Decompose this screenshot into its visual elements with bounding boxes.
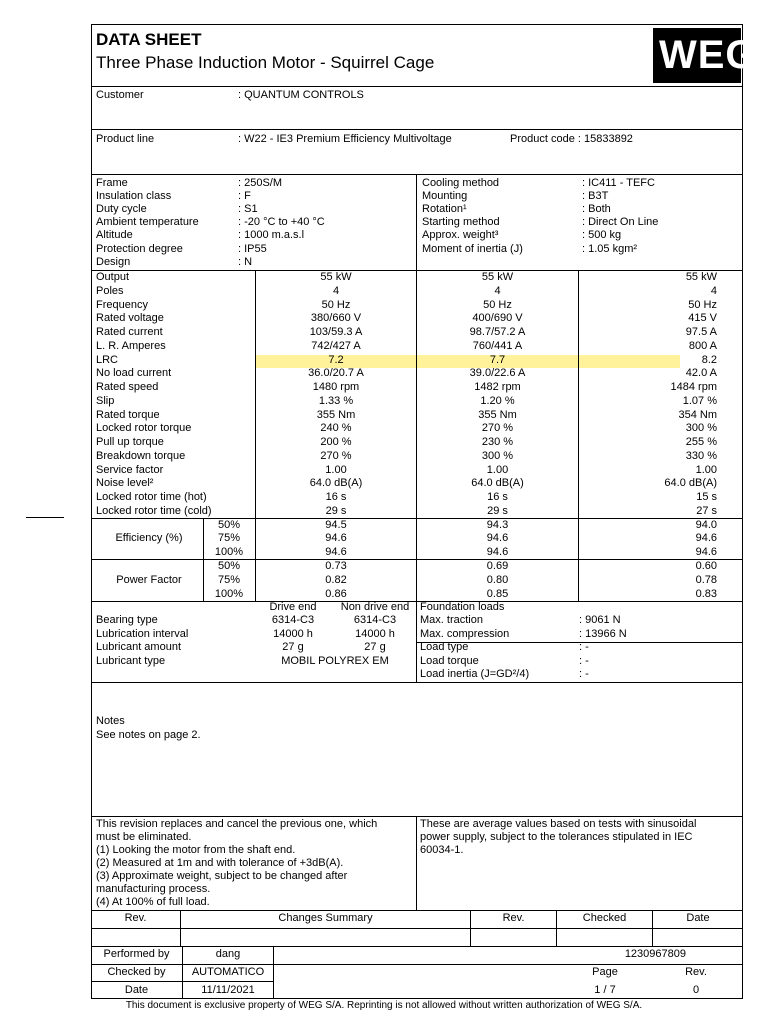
- performance-value: 4: [710, 284, 717, 297]
- load-label: Load inertia (J=GD²/4): [420, 668, 530, 680]
- performance-value: 64.0 dB(A): [471, 477, 524, 490]
- date-header: Date: [686, 912, 710, 924]
- performance-label: Breakdown torque: [96, 449, 186, 462]
- divider: [91, 946, 743, 947]
- performance-value: 354 Nm: [678, 408, 717, 421]
- bearing-label: Lubricant amount: [96, 641, 181, 653]
- divider: [91, 129, 743, 130]
- performance-value: 300 %: [481, 449, 514, 462]
- average-values-line: 60034-1.: [420, 844, 464, 856]
- page-value: 1 / 7: [594, 984, 616, 996]
- bearing-drive-end: 27 g: [282, 641, 304, 653]
- performance-value: 29 s: [325, 504, 347, 517]
- performance-label: Locked rotor torque: [96, 422, 192, 435]
- performance-value: 1.00: [486, 463, 509, 476]
- performance-value: 55 kW: [685, 271, 717, 283]
- spec-label: Mounting: [422, 190, 468, 203]
- performance-value: 1484 rpm: [670, 381, 717, 393]
- performance-value: 300 %: [685, 422, 717, 435]
- power_factor-value: 0.82: [325, 573, 347, 586]
- document-number: 1230967809: [624, 948, 686, 960]
- divider: [91, 682, 743, 683]
- efficiency-label: Efficiency (%): [115, 532, 183, 544]
- bearing-label: Bearing type: [96, 614, 158, 626]
- efficiency-value: 94.6: [325, 532, 347, 545]
- revision-line: (2) Measured at 1m and with tolerance of +3dB(A).: [96, 857, 344, 869]
- bearing-label: Lubrication interval: [96, 627, 189, 640]
- performance-value: 240 %: [320, 422, 352, 435]
- load-label: Load torque: [420, 654, 479, 667]
- divider: [91, 816, 743, 817]
- spec-value: : B3T: [582, 190, 609, 203]
- performance-value: 1.07 %: [682, 394, 717, 407]
- document-title: DATA SHEET: [96, 30, 202, 49]
- revision-line: (1) Looking the motor from the shaft end.: [96, 844, 296, 856]
- divider: [91, 910, 743, 911]
- performance-value: 64.0 dB(A): [664, 477, 717, 490]
- checked-by-value: AUTOMATICO: [191, 966, 265, 978]
- performance-value: 1.00: [325, 463, 347, 476]
- performance-value: 97.5 A: [685, 326, 717, 338]
- checked-by-label: Checked by: [107, 966, 166, 978]
- divider: [91, 86, 743, 87]
- performance-label: Service factor: [96, 463, 164, 476]
- date-label: Date: [124, 984, 149, 996]
- changes-summary-header: Changes Summary: [278, 912, 373, 924]
- spec-value: : Direct On Line: [582, 216, 659, 229]
- performance-value: 98.7/57.2 A: [469, 326, 526, 338]
- customer-label: Customer: [96, 89, 144, 101]
- bearing-drive-end: 6314-C3: [271, 614, 315, 626]
- performance-value: 355 Nm: [478, 408, 517, 421]
- divider: [416, 174, 417, 270]
- efficiency-value: 94.6: [486, 546, 509, 558]
- checked-header: Checked: [582, 912, 627, 924]
- power_factor-value: 0.85: [486, 587, 509, 600]
- bearing-non-drive-end: 27 g: [364, 641, 386, 653]
- efficiency-value: 94.6: [486, 532, 509, 545]
- product-code: Product code : 15833892: [510, 133, 633, 145]
- rev-value: 0: [692, 984, 700, 996]
- performance-label: LRC: [96, 353, 119, 366]
- performance-value: 55 kW: [320, 271, 352, 283]
- power_factor-value: 0.78: [695, 573, 717, 586]
- load-percent: 50%: [217, 518, 241, 531]
- performance-value: 55 kW: [481, 271, 514, 283]
- performance-label: Locked rotor time (hot): [96, 491, 207, 503]
- performance-label: No load current: [96, 367, 172, 380]
- performance-value: 1.33 %: [318, 394, 354, 407]
- load-label: Load type: [420, 641, 469, 653]
- average-values-line: These are average values based on tests with sinusoidal: [420, 818, 697, 830]
- spec-label: Approx. weight³: [422, 229, 499, 242]
- divider: [91, 981, 273, 982]
- performance-label: Rated current: [96, 326, 163, 338]
- weg-logo: [653, 28, 758, 83]
- performance-value: 415 V: [688, 312, 717, 325]
- performance-value: 380/660 V: [310, 312, 362, 325]
- spec-label: Cooling method: [422, 177, 500, 189]
- spec-label: Insulation class: [96, 190, 172, 203]
- product-line-value: : W22 - IE3 Premium Efficiency Multivoltage: [238, 133, 452, 145]
- power_factor-value: 0.86: [325, 587, 347, 600]
- spec-value: : 500 kg: [582, 229, 622, 242]
- performance-value: 1482 rpm: [474, 381, 521, 393]
- performance-value: 50 Hz: [688, 298, 717, 311]
- foundation-value: : 13966 N: [579, 627, 627, 640]
- divider: [91, 928, 743, 929]
- performance-value: 27 s: [696, 504, 717, 517]
- date-value: 11/11/2021: [201, 984, 255, 996]
- performance-value: 270 %: [320, 449, 352, 462]
- performance-value: 50 Hz: [321, 298, 351, 311]
- performance-value: 42.0 A: [685, 367, 717, 380]
- page-label: Page: [592, 966, 618, 978]
- spec-value: : 1000 m.a.s.l: [238, 229, 305, 242]
- bearing-non-drive-end: 6314-C3: [353, 614, 397, 626]
- power_factor-value: 0.80: [486, 573, 509, 586]
- revision-line: (3) Approximate weight, subject to be changed after: [96, 870, 348, 882]
- performance-value: 15 s: [696, 491, 717, 503]
- performance-label: Poles: [96, 284, 124, 297]
- notes-text: See notes on page 2.: [96, 729, 201, 741]
- performance-value: 7.2: [328, 353, 344, 366]
- foundation-label: Max. traction: [420, 614, 483, 626]
- performance-label: Noise level²: [96, 477, 154, 490]
- performance-value: 64.0 dB(A): [309, 477, 363, 490]
- performance-value: 270 %: [481, 422, 514, 435]
- performance-value: 29 s: [487, 504, 508, 517]
- performance-value: 1.00: [695, 463, 717, 476]
- efficiency-value: 94.5: [325, 518, 347, 531]
- product-line-label: Product line: [96, 133, 155, 145]
- spec-value: : F: [238, 190, 251, 203]
- spec-value: : S1: [238, 203, 258, 216]
- performance-value: 4: [494, 284, 501, 297]
- spec-label: Ambient temperature: [96, 216, 199, 229]
- spec-value: : -20 °C to +40 °C: [238, 216, 325, 229]
- lubricant-type-value: MOBIL POLYREX EM: [281, 655, 389, 667]
- performance-value: 200 %: [320, 436, 352, 448]
- divider: [91, 174, 743, 175]
- performance-value: 36.0/20.7 A: [308, 367, 364, 380]
- load-value: : -: [579, 668, 589, 680]
- performance-label: Output: [96, 271, 130, 283]
- performed-by-label: Performed by: [103, 948, 170, 960]
- document-subtitle: Three Phase Induction Motor - Squirrel Cage: [96, 53, 435, 72]
- notes-title: Notes: [96, 715, 125, 727]
- power_factor-value: 0.73: [325, 560, 347, 572]
- spec-value: : N: [238, 255, 253, 268]
- drive-end-header: Drive end: [269, 601, 317, 613]
- load-percent: 75%: [217, 573, 241, 586]
- power-factor-label: Power Factor: [116, 574, 182, 586]
- performance-label: Frequency: [96, 298, 148, 311]
- efficiency-value: 94.3: [486, 518, 509, 531]
- performance-label: Rated torque: [96, 408, 160, 421]
- power_factor-value: 0.69: [486, 560, 509, 572]
- foundation-label: Max. compression: [420, 627, 510, 640]
- performance-value: 8.2: [701, 353, 717, 366]
- performance-label: Slip: [96, 394, 115, 407]
- performed-by-value: dang: [215, 948, 241, 960]
- spec-value: : 1.05 kgm²: [582, 242, 638, 255]
- performance-label: Rated speed: [96, 381, 159, 393]
- spec-value: : IC411 - TEFC: [582, 177, 655, 189]
- performance-value: 50 Hz: [483, 298, 512, 311]
- performance-value: 800 A: [688, 339, 717, 352]
- performance-value: 230 %: [481, 436, 514, 448]
- performance-value: 355 Nm: [316, 408, 356, 421]
- efficiency-value: 94.6: [695, 532, 717, 545]
- load-value: : -: [579, 654, 589, 667]
- divider: [91, 601, 743, 602]
- performance-value: 7.7: [489, 353, 506, 366]
- spec-value: : Both: [582, 203, 611, 216]
- rev-header: Rev.: [124, 912, 147, 924]
- spec-label: Frame: [96, 177, 128, 189]
- load-percent: 100%: [214, 587, 244, 600]
- power_factor-value: 0.83: [695, 587, 717, 600]
- performance-label: Pull up torque: [96, 436, 164, 448]
- efficiency-value: 94.0: [695, 518, 717, 531]
- load-percent: 50%: [217, 560, 241, 572]
- divider: [273, 946, 274, 999]
- revision-line: This revision replaces and cancel the previous one, which: [96, 818, 378, 830]
- performance-label: Rated voltage: [96, 312, 164, 325]
- spec-label: Design: [96, 255, 131, 268]
- bearing-non-drive-end: 14000 h: [355, 627, 395, 640]
- efficiency-value: 94.6: [695, 546, 717, 558]
- performance-label: L. R. Amperes: [96, 339, 166, 352]
- load-percent: 100%: [214, 546, 244, 558]
- performance-value: 255 %: [685, 436, 717, 448]
- performance-value: 16 s: [325, 491, 347, 503]
- spec-label: Duty cycle: [96, 203, 147, 216]
- margin-mark: [26, 517, 64, 518]
- performance-label: Locked rotor time (cold): [96, 504, 212, 517]
- customer-value: : QUANTUM CONTROLS: [238, 89, 364, 101]
- performance-value: 742/427 A: [311, 339, 361, 352]
- spec-label: Starting method: [422, 216, 500, 229]
- performance-value: 4: [332, 284, 340, 297]
- logo-text: WEG: [659, 33, 758, 77]
- lubricant-type-label: Lubricant type: [96, 655, 166, 667]
- performance-value: 760/441 A: [472, 339, 523, 352]
- performance-value: 103/59.3 A: [309, 326, 363, 338]
- load-value: : -: [579, 641, 589, 653]
- performance-value: 400/690 V: [472, 312, 523, 325]
- average-values-line: power supply, subject to the tolerances stipulated in IEC: [420, 831, 693, 843]
- performance-value: 1480 rpm: [312, 381, 360, 393]
- footer-notice: This document is exclusive property of WEG S/A. Reprinting is not allowed without written authorization of WEG S/A.: [125, 1000, 643, 1011]
- spec-label: Moment of inertia (J): [422, 242, 523, 255]
- rev-label: Rev.: [685, 966, 707, 978]
- revision-line: manufacturing process.: [96, 883, 211, 895]
- load-percent: 75%: [217, 532, 241, 545]
- efficiency-value: 94.6: [325, 546, 347, 558]
- divider: [91, 964, 273, 965]
- divider: [416, 816, 417, 910]
- bearing-drive-end: 14000 h: [273, 627, 313, 640]
- performance-value: 39.0/22.6 A: [469, 367, 526, 380]
- non-drive-end-header: Non drive end: [340, 601, 410, 613]
- foundation-value: : 9061 N: [579, 614, 621, 626]
- spec-label: Rotation¹: [422, 203, 467, 216]
- revision-line: must be eliminated.: [96, 831, 192, 843]
- divider: [273, 964, 743, 965]
- power_factor-value: 0.60: [695, 560, 717, 572]
- spec-label: Protection degree: [96, 242, 183, 255]
- revision-line: (4) At 100% of full load.: [96, 896, 210, 908]
- performance-value: 16 s: [487, 491, 508, 503]
- performance-value: 1.20 %: [480, 394, 515, 407]
- performance-value: 330 %: [685, 449, 717, 462]
- foundation-title: Foundation loads: [420, 601, 505, 613]
- spec-value: : IP55: [238, 242, 267, 255]
- rev2-header: Rev.: [502, 912, 525, 924]
- spec-value: : 250S/M: [238, 177, 283, 189]
- spec-label: Altitude: [96, 229, 133, 242]
